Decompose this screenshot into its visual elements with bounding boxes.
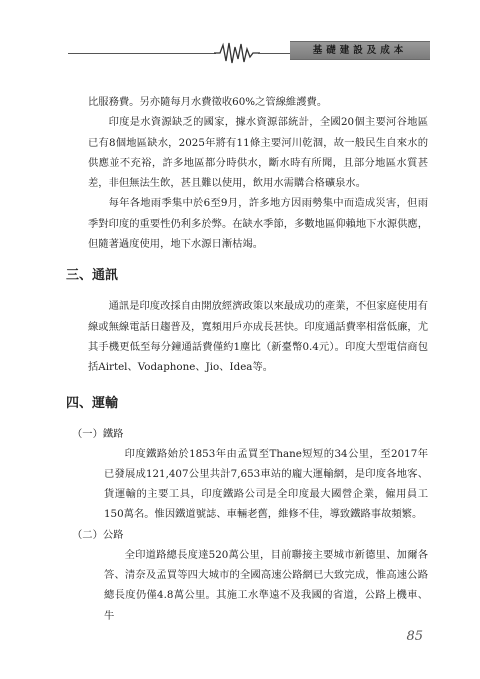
chapter-title-bar	[290, 41, 430, 60]
paragraph-continuation: 比服務費。另亦隨每月水費徵收60%之管線維護費。	[88, 96, 328, 108]
running-header	[0, 38, 480, 68]
paragraph-water-shortage: 印度是水資源缺乏的國家，據水資源部統計，全國20個主要河谷地區已有8個地區缺水，2025年將有11條主要河川乾涸，故一般民生自來水的供應並不充裕，許多地區都分時供水，斷水時有所聞，且部分地區水質甚差，非但無法生飲，甚且難以使用，飲用水需購合格礦泉水。	[88, 116, 428, 190]
paragraph-railway: 印度鐵路始於1853年由孟買至Thane短短的34公里，至2017年已發展成121,407公里共計7,653車站的龐大運輸網，是印度各地客、貨運輸的主要工具，印度鐵路公司是全印度最大國營企業，僱用員工150萬名。惟因鐵道號誌、車輛老舊，維修不佳，導致鐵路事故頻繁。	[104, 447, 428, 521]
subheading-railway: （一）鐵路	[72, 427, 124, 440]
header-rule-right	[258, 53, 292, 54]
section-heading-telecom: 三、通訊	[66, 268, 119, 284]
subheading-highway: （二）公路	[72, 528, 124, 541]
paragraph-highway: 全印道路總長度達520萬公里，目前聯接主要城市新德里、加爾各答、清奈及孟買等四大城市的全國高速公路網已大致完成，惟高速公路總長度仍僅4.8萬公里。其施工水準遠不及我國的省道，公路上機車、牛	[104, 548, 428, 622]
page-number: 85	[406, 629, 423, 644]
heartbeat-wave-icon	[214, 40, 260, 66]
page-body	[66, 92, 428, 626]
chapter-title: 基礎建設及成本	[312, 45, 408, 56]
paragraph-telecom: 通訊是印度改採自由開放經濟政策以來最成功的產業，不但家庭使用有線或無線電話日趨普及，寬頻用戶亦成長甚快。印度通話費率相當低廉，尤其手機更低至每分鐘通話費僅約1塵比（新臺幣0.4元）。印度大型電信商包括Airtel、Vodaphone、Jio、Idea等。	[88, 300, 428, 374]
header-rule-left	[68, 53, 216, 54]
section-heading-transport: 四、運輸	[66, 395, 119, 411]
paragraph-rainy-season: 每年各地雨季集中於6至9月，許多地方因雨勢集中而造成災害，但雨季對印度的重要性仍利多於弊。在缺水季節，多數地區仰賴地下水源供應，但隨著過度使用，地下水源日漸枯竭。	[88, 197, 428, 251]
highway-body	[88, 545, 428, 626]
railway-body	[88, 444, 428, 525]
